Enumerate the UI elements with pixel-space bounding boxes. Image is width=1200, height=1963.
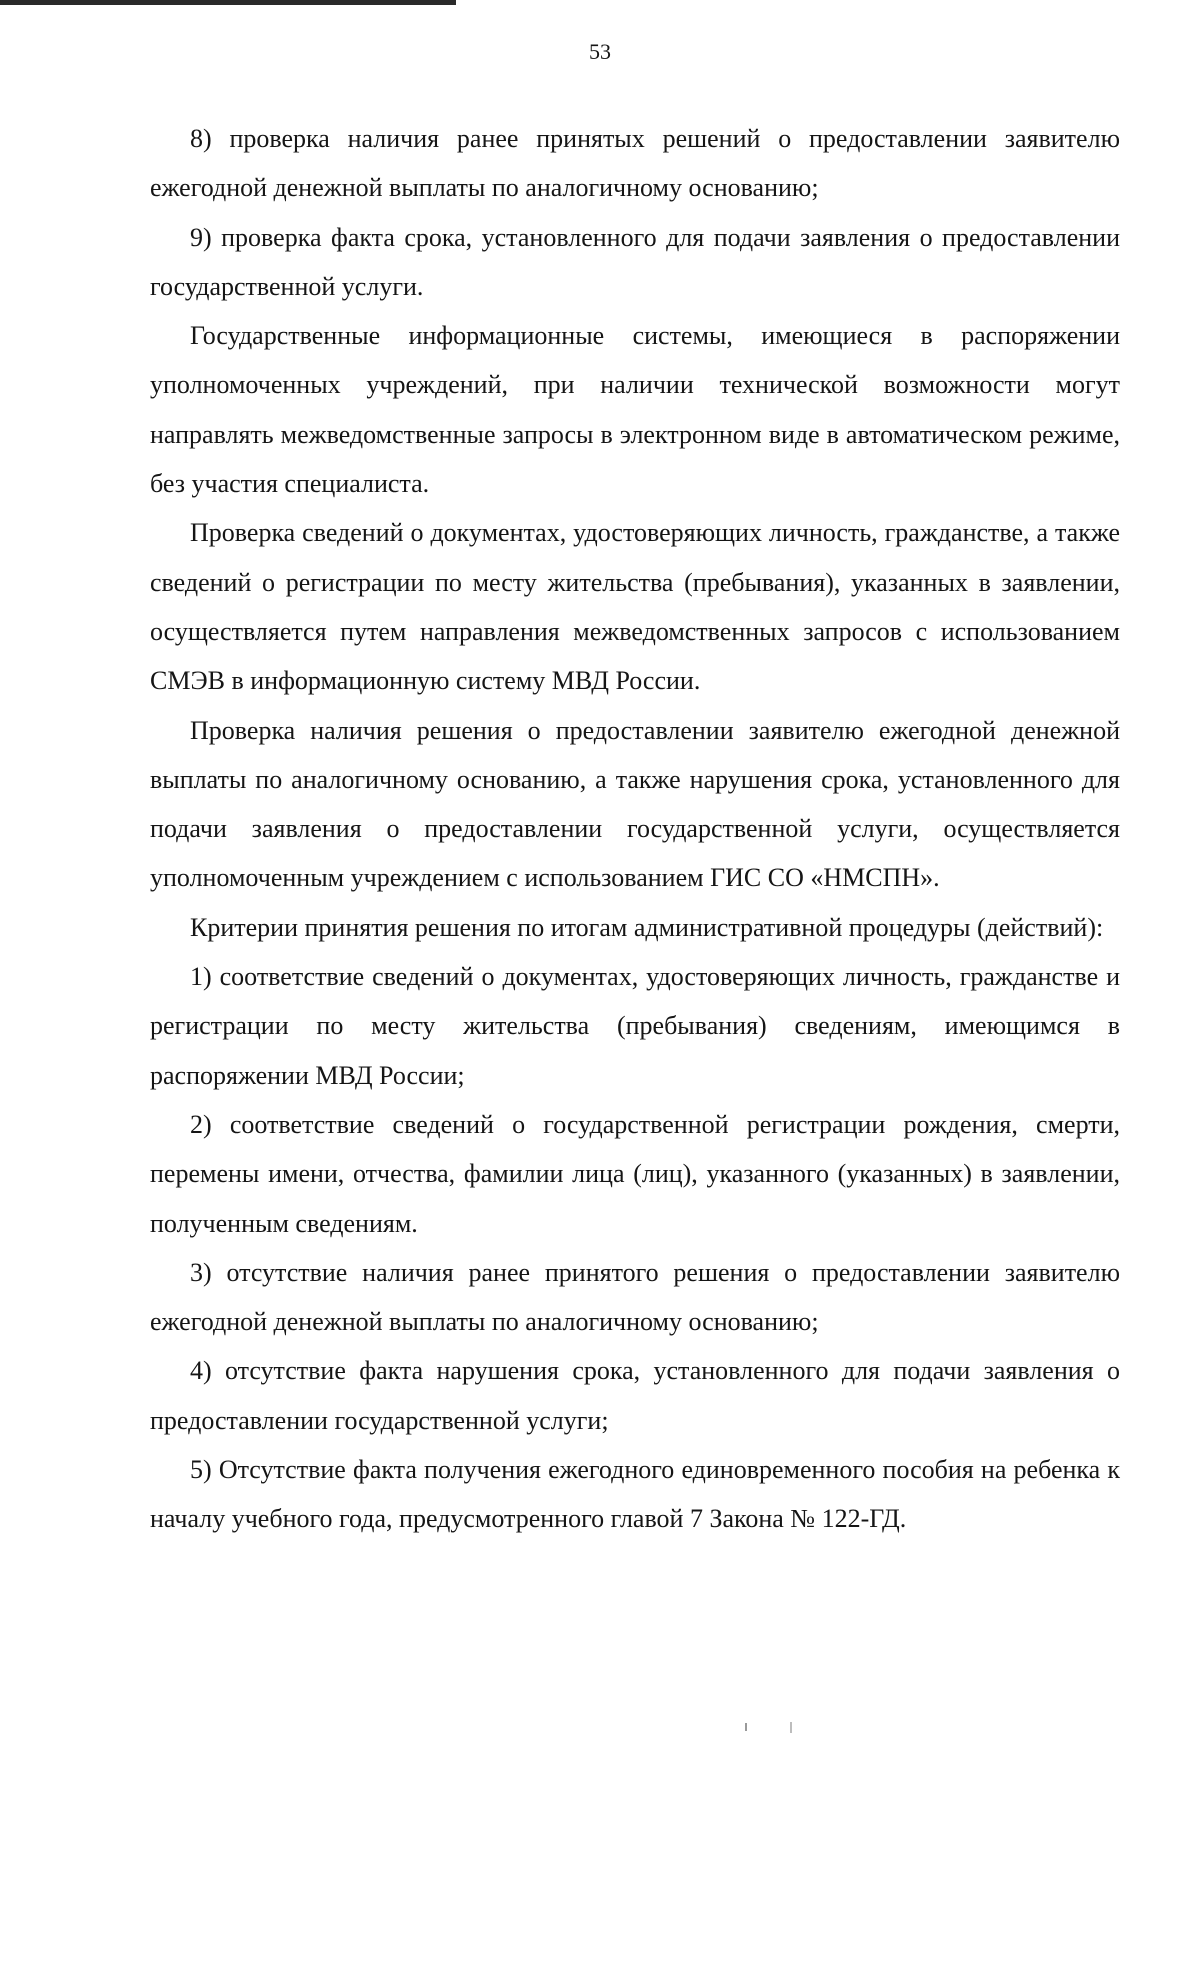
paragraph-item-9: 9) проверка факта срока, установленного для подачи заявления о предоставлении государственной услуги. [150,222,1120,301]
scan-top-border [0,0,456,5]
criteria-item-1: 1) соответствие сведений о документах, удостоверяющих личность, гражданстве и регистрации по месту жительства (пребывания) сведениям, имеющимся в распоряжении МВД России; [150,962,1120,1090]
paragraph-identity-check: Проверка сведений о документах, удостоверяющих личность, гражданстве, а также сведений о регистрации по месту жительства (пребывания), указанных в заявлении, осуществляется путем направления межведомственных запросов с использованием СМЭВ в информационную систему МВД России. [150,518,1120,696]
scan-artifact [790,1722,792,1733]
paragraph-criteria-heading: Критерии принятия решения по итогам административной процедуры (действий): [190,912,1104,942]
criteria-item-4: 4) отсутствие факта нарушения срока, установленного для подачи заявления о предоставлении государственной услуги; [150,1356,1120,1435]
page-number: 53 [589,39,611,64]
scan-artifact [745,1723,747,1731]
paragraph-payment-check: Проверка наличия решения о предоставлении заявителю ежегодной денежной выплаты по аналогичному основанию, а также нарушения срока, установленного для подачи заявления о предоставлении государственной услуги, осуществляется уполномоченным учреждением с использованием ГИС СО «НМСПН». [150,715,1120,893]
criteria-item-2: 2) соответствие сведений о государственной регистрации рождения, смерти, перемены имени, отчества, фамилии лица (лиц), указанного (указанных) в заявлении, полученным сведениям. [150,1109,1120,1238]
document-body [150,114,1120,1544]
criteria-item-3: 3) отсутствие наличия ранее принятого решения о предоставлении заявителю ежегодной денежной выплаты по аналогичному основанию; [150,1257,1120,1337]
criteria-item-5: 5) Отсутствие факта получения ежегодного единовременного пособия на ребенка к началу учебного года, предусмотренного главой 7 Закона № 122-ГД. [150,1455,1120,1534]
paragraph-information-systems: Государственные информационные системы, имеющиеся в распоряжении уполномоченных учреждений, при наличии технической возможности могут направлять межведомственные запросы в электронном виде в автоматическом режиме, без участия специалиста. [150,321,1120,499]
paragraph-item-8: 8) проверка наличия ранее принятых решений о предоставлении заявителю ежегодной денежной выплаты по аналогичному основанию; [150,124,1120,203]
